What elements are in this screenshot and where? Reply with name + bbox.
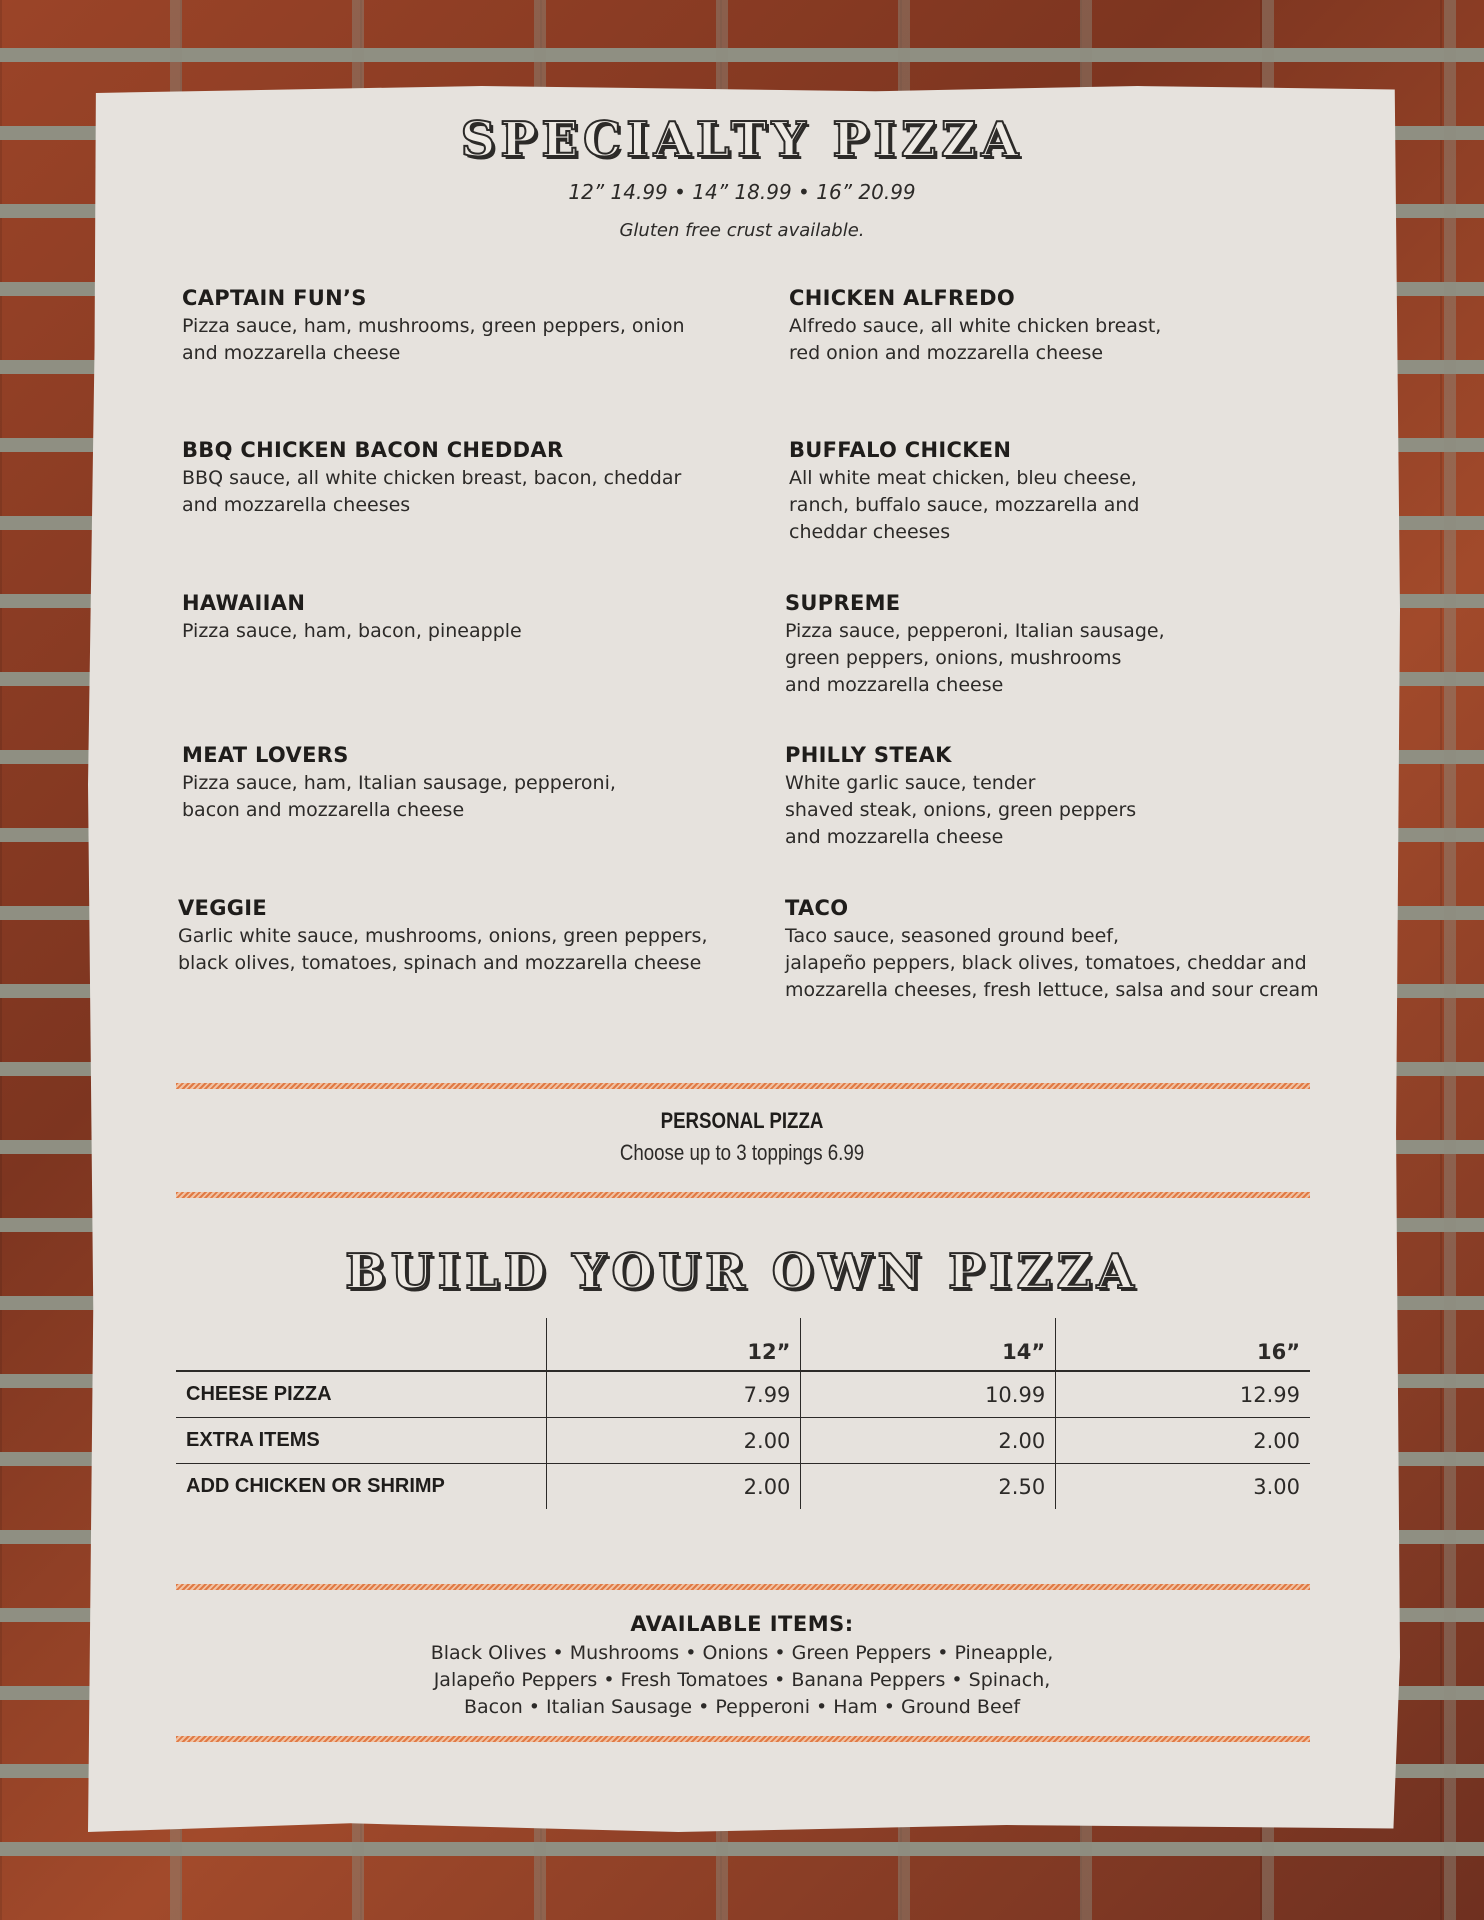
divider — [176, 1083, 1310, 1089]
available-items-line: Black Olives • Mushrooms • Onions • Green Peppers • Pineapple, — [430, 1642, 1054, 1664]
size-header: 16” — [1056, 1318, 1310, 1371]
pizza-description: White garlic sauce, tender shaved steak, onions, green peppers and mozzarella cheese — [785, 772, 1137, 848]
pizza-item-taco — [785, 896, 1345, 1004]
pizza-name: VEGGIE — [178, 896, 268, 920]
personal-pizza-title: PERSONAL PIZZA — [660, 1108, 824, 1133]
build-your-own-price-table — [176, 1318, 1310, 1509]
price-cell: 12.99 — [1056, 1371, 1310, 1418]
pizza-name: BBQ CHICKEN BACON CHEDDAR — [182, 438, 564, 462]
specialty-pizza-title: SPECIALTY PIZZA — [460, 112, 1024, 168]
specialty-prices: 12” 14.99 • 14” 18.99 • 16” 20.99 — [568, 180, 916, 204]
available-items-line: Jalapeño Peppers • Fresh Tomatoes • Banana Peppers • Spinach, — [433, 1669, 1051, 1691]
pizza-description: BBQ sauce, all white chicken breast, bacon, cheddar and mozzarella cheeses — [182, 467, 682, 516]
gluten-free-note: Gluten free crust available. — [619, 220, 865, 241]
pizza-item-hawaiian — [182, 591, 742, 645]
table-row — [176, 1464, 1310, 1510]
pizza-description: Taco sauce, seasoned ground beef, jalapeño peppers, black olives, tomatoes, cheddar and mozzarella cheeses, fresh lettuce, salsa and sour cream — [785, 925, 1319, 1001]
pizza-item-supreme — [785, 591, 1345, 699]
pizza-description: Pizza sauce, pepperoni, Italian sausage, green peppers, onions, mushrooms and mozzarella cheese — [785, 620, 1165, 696]
pizza-item-philly-steak — [785, 743, 1345, 851]
pizza-item-meat-lovers — [182, 743, 742, 824]
price-cell: 2.50 — [801, 1464, 1056, 1510]
pizza-name: CAPTAIN FUN’S — [182, 286, 367, 310]
pizza-name: BUFFALO CHICKEN — [789, 438, 1012, 462]
build-your-own-title: BUILD YOUR OWN PIZZA — [345, 1244, 1139, 1300]
table-row — [176, 1418, 1310, 1464]
divider — [176, 1736, 1310, 1742]
divider — [176, 1192, 1310, 1198]
pizza-description: All white meat chicken, bleu cheese, ranch, buffalo sauce, mozzarella and cheddar cheeses — [789, 467, 1140, 543]
price-cell: 3.00 — [1056, 1464, 1310, 1510]
pizza-name: SUPREME — [785, 591, 901, 615]
price-cell: 7.99 — [546, 1371, 801, 1418]
table-row — [176, 1371, 1310, 1418]
pizza-name: CHICKEN ALFREDO — [789, 286, 1015, 310]
size-header: 12” — [546, 1318, 801, 1371]
pizza-item-buffalo-chicken — [789, 438, 1349, 546]
table-header-row — [176, 1318, 1310, 1371]
pizza-name: TACO — [785, 896, 849, 920]
personal-pizza-text: Choose up to 3 toppings 6.99 — [619, 1140, 865, 1165]
pizza-name: MEAT LOVERS — [182, 743, 349, 767]
pizza-description: Pizza sauce, ham, Italian sausage, pepperoni, bacon and mozzarella cheese — [182, 772, 616, 821]
row-label: CHEESE PIZZA — [186, 1383, 332, 1405]
price-cell: 2.00 — [546, 1464, 801, 1510]
pizza-description: Pizza sauce, ham, bacon, pineapple — [182, 620, 522, 642]
price-cell: 2.00 — [801, 1418, 1056, 1464]
available-items-line: Bacon • Italian Sausage • Pepperoni • Ham • Ground Beef — [463, 1696, 1021, 1718]
pizza-description: Garlic white sauce, mushrooms, onions, green peppers, black olives, tomatoes, spinach and mozzarella cheese — [178, 925, 708, 974]
pizza-name: HAWAIIAN — [182, 591, 306, 615]
available-items-title: AVAILABLE ITEMS: — [630, 1612, 854, 1636]
pizza-name: PHILLY STEAK — [785, 743, 952, 767]
row-label: ADD CHICKEN OR SHRIMP — [186, 1475, 445, 1497]
pizza-item-veggie — [178, 896, 778, 977]
pizza-description: Alfredo sauce, all white chicken breast, red onion and mozzarella cheese — [789, 315, 1162, 364]
pizza-item-captain-funs — [182, 286, 742, 367]
size-header: 14” — [801, 1318, 1056, 1371]
divider — [176, 1584, 1310, 1590]
row-label: EXTRA ITEMS — [186, 1429, 320, 1451]
price-cell: 2.00 — [546, 1418, 801, 1464]
price-cell: 2.00 — [1056, 1418, 1310, 1464]
pizza-item-chicken-alfredo — [789, 286, 1349, 367]
pizza-item-bbq-chicken-bacon-cheddar — [182, 438, 742, 519]
table-header-empty — [176, 1318, 546, 1371]
pizza-description: Pizza sauce, ham, mushrooms, green peppers, onion and mozzarella cheese — [182, 315, 685, 364]
price-cell: 10.99 — [801, 1371, 1056, 1418]
available-items-list — [0, 1640, 1484, 1721]
